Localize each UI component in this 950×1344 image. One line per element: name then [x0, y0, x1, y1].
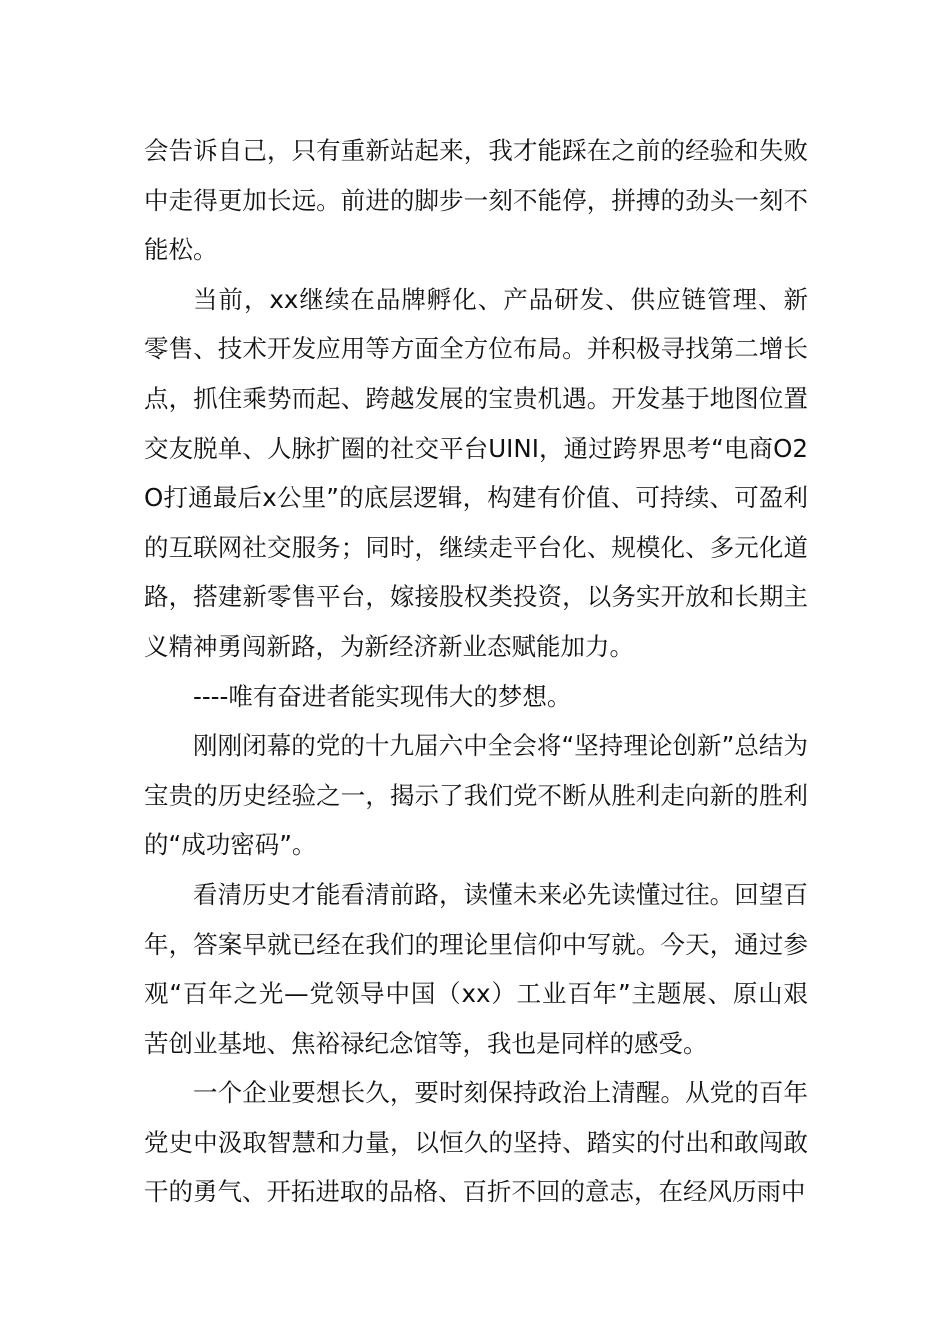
paragraph: 会告诉自己，只有重新站起来，我才能踩在之前的经验和失败中走得更加长远。前进的脚步一刻不能停，拼搏的劲头一刻不能松。 — [144, 136, 808, 265]
body-text — [144, 126, 808, 1217]
paragraph: 刚刚闭幕的党的十九届六中全会将“坚持理论创新”总结为宝贵的历史经验之一，揭示了我们党不断从胜利走向新的胜利的“成功密码”。 — [144, 731, 808, 860]
paragraph: 看清历史才能看清前路，读懂未来必先读懂过往。回望百年，答案早就已经在我们的理论里信仰中写就。今天，通过参观“百年之光—党领导中国（xx）工业百年”主题展、原山艰苦创业基地、焦裕禄纪念馆等，我也是同样的感受。 — [144, 879, 808, 1058]
paragraph: 一个企业要想长久，要时刻保持政治上清醒。从党的百年党史中汲取智慧和力量，以恒久的坚持、踏实的付出和敢闯敢干的勇气、开拓进取的品格、百折不回的意志，在经风历雨中 — [144, 1078, 808, 1207]
paragraph: 当前，xx继续在品牌孵化、产品研发、供应链管理、新零售、技术开发应用等方面全方位布局。并积极寻找第二增长点，抓住乘势而起、跨越发展的宝贵机遇。开发基于地图位置交友脱单、人脉扩圈的社交平台UINI，通过跨界思考“电商O2O打通最后x公里”的底层逻辑，构建有价值、可持续、可盈利的互联网社交服务；同时，继续走平台化、规模化、多元化道路，搭建新零售平台，嫁接股权类投资，以务实开放和长期主义精神勇闯新路，为新经济新业态赋能加力。 — [144, 284, 808, 661]
paragraph: ----唯有奋进者能实现伟大的梦想。 — [193, 681, 572, 711]
